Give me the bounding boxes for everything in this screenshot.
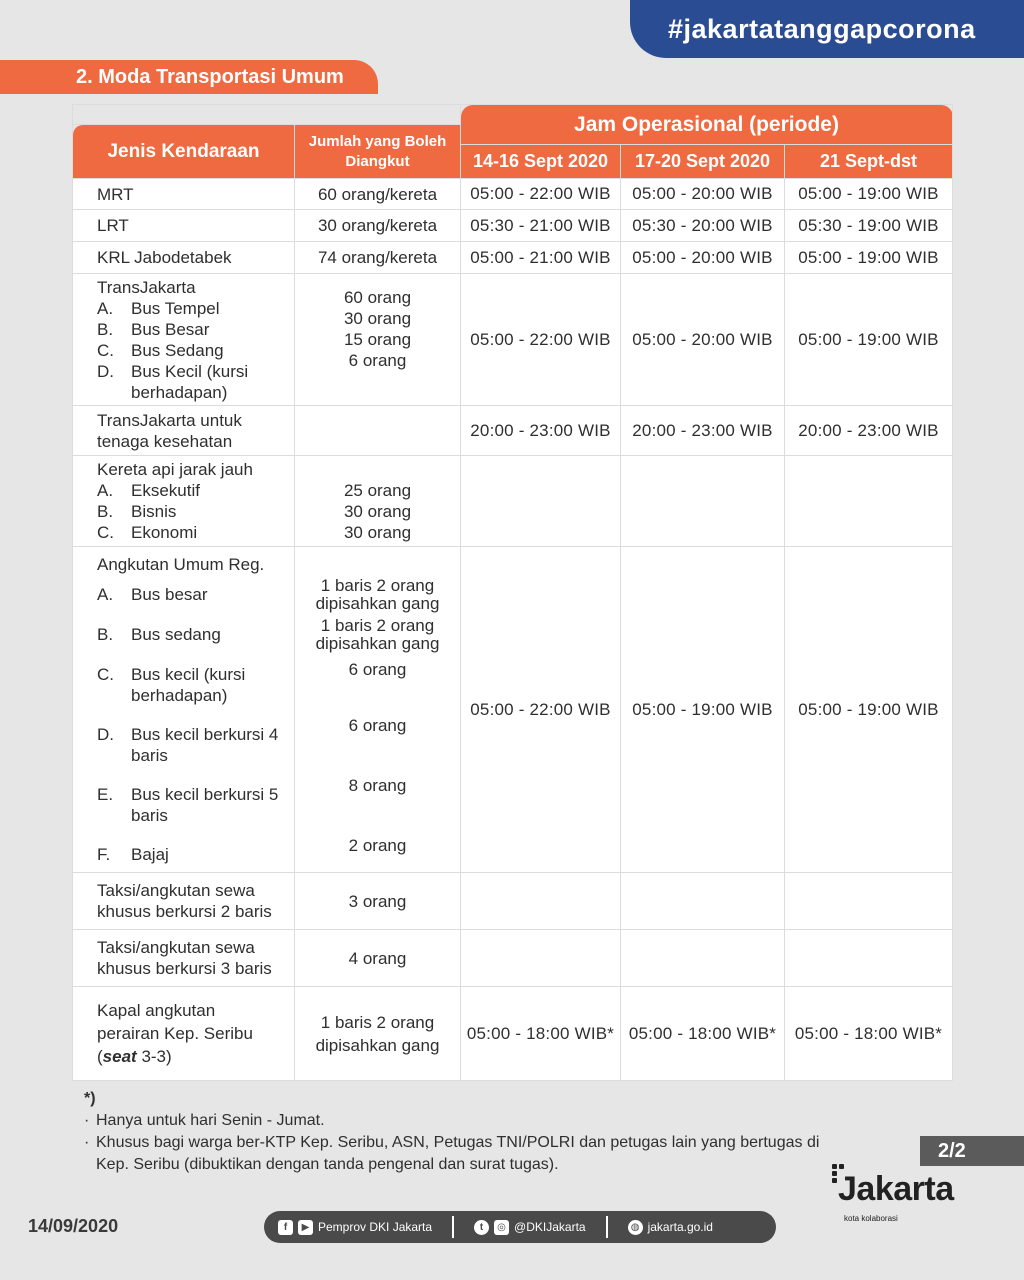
group-title: TransJakarta [97, 277, 196, 297]
sub-capacity: 60 orang [343, 288, 412, 307]
sub-item [97, 624, 284, 664]
row-capacity: 1 baris 2 orang dipisahkan gang [295, 987, 461, 1081]
sub-capacity: 30 orang [343, 502, 412, 521]
social-website[interactable] [628, 1220, 713, 1235]
row-name: MRT [73, 179, 295, 210]
row-capacity [295, 274, 461, 406]
row-capacity: 74 orang/kereta [295, 242, 461, 274]
sub-label: Bus Sedang [131, 340, 224, 360]
row-name: KRL Jabodetabek [73, 242, 295, 274]
row-name: Taksi/angkutan sewa khusus berkursi 2 baris [73, 873, 295, 930]
sub-capacity: 2 orang [348, 836, 407, 855]
group-title: Kereta api jarak jauh [97, 460, 253, 479]
sub-item [97, 319, 284, 340]
row-time-1: 20:00 - 23:00 WIB [461, 406, 621, 456]
table-row [73, 930, 953, 987]
header-period-1: 14-16 Sept 2020 [461, 145, 621, 179]
sub-item [97, 501, 284, 522]
header-jam-operasional: Jam Operasional (periode) [461, 105, 953, 145]
sub-item [97, 664, 284, 724]
row-time-2: 05:00 - 20:00 WIB [621, 242, 785, 274]
row-time-1 [461, 930, 621, 987]
table-row [73, 406, 953, 456]
sub-letter: B. [97, 319, 114, 339]
row-time-1: 05:00 - 22:00 WIB [461, 547, 621, 873]
row-name [73, 547, 295, 873]
row-time-3 [785, 456, 953, 547]
row-time-2: 05:00 - 18:00 WIB* [621, 987, 785, 1081]
row-time-1: 05:00 - 22:00 WIB [461, 179, 621, 210]
sub-capacity: 6 orang [348, 351, 407, 370]
sub-letter: A. [97, 584, 114, 604]
twitter-icon: t [474, 1220, 489, 1235]
row-time-2: 05:30 - 20:00 WIB [621, 210, 785, 242]
table-row [73, 456, 953, 547]
social-facebook-youtube[interactable] [278, 1220, 432, 1235]
social-tw-label: @DKIJakarta [514, 1220, 586, 1234]
sub-letter: D. [97, 724, 114, 744]
seat-word: seat [102, 1047, 137, 1066]
name-line: perairan Kep. Seribu [97, 1024, 253, 1043]
header-jenis-kendaraan: Jenis Kendaraan [73, 125, 295, 179]
row-name [73, 274, 295, 406]
social-divider [452, 1216, 454, 1238]
header-spacer [73, 105, 461, 125]
row-name: LRT [73, 210, 295, 242]
sub-item [97, 480, 284, 501]
sub-label: Bus Besar [131, 319, 210, 339]
sub-capacity: 30 orang [343, 523, 412, 542]
table-row [73, 210, 953, 242]
row-time-3 [785, 930, 953, 987]
globe-icon: ◍ [628, 1220, 643, 1235]
sub-letter: A. [97, 298, 114, 318]
logo-tagline: kota kolaborasi [844, 1214, 898, 1223]
facebook-icon: f [278, 1220, 293, 1235]
row-time-3: 20:00 - 23:00 WIB [785, 406, 953, 456]
row-time-2: 05:00 - 20:00 WIB [621, 179, 785, 210]
social-bar [264, 1211, 776, 1243]
sub-label: Ekonomi [131, 523, 198, 542]
hashtag-text: #jakartatanggapcorona [668, 13, 976, 44]
row-name: TransJakarta untuk tenaga kesehatan [73, 406, 295, 456]
footnote-text: Hanya untuk hari Senin - Jumat. [96, 1112, 325, 1129]
row-time-2: 20:00 - 23:00 WIB [621, 406, 785, 456]
sub-capacity: 15 orang [343, 330, 412, 349]
row-capacity [295, 547, 461, 873]
row-capacity [295, 406, 461, 456]
footnotes [84, 1088, 844, 1176]
sub-label: Bus Kecil (kursi berhadapan) [131, 361, 249, 402]
social-fb-label: Pemprov DKI Jakarta [318, 1220, 433, 1234]
sub-item [97, 522, 284, 543]
sub-item [97, 361, 284, 403]
header-period-2: 17-20 Sept 2020 [621, 145, 785, 179]
social-web-label: jakarta.go.id [647, 1220, 713, 1234]
sub-item [97, 340, 284, 361]
sub-label: Bus kecil berkursi 4 baris [131, 724, 279, 765]
social-twitter-instagram[interactable] [474, 1220, 586, 1235]
sub-item [97, 844, 284, 866]
row-time-1 [461, 456, 621, 547]
sub-label: Bus besar [131, 584, 208, 604]
footnote-line: · Khusus bagi warga ber-KTP Kep. Seribu, ASN, Petugas TNI/POLRI dan petugas lain yang bertugas di Kep. Seribu (dibuktikan dengan tanda pengenal dan surat tugas). [84, 1132, 844, 1176]
jakarta-logo [830, 1162, 990, 1226]
row-time-2: 05:00 - 20:00 WIB [621, 274, 785, 406]
sub-capacity: 30 orang [343, 309, 412, 328]
table-row [73, 274, 953, 406]
row-time-3 [785, 873, 953, 930]
row-time-3: 05:00 - 19:00 WIB [785, 274, 953, 406]
sub-letter: B. [97, 502, 114, 521]
sub-letter: D. [97, 361, 114, 381]
section-title-text: 2. Moda Transportasi Umum [76, 65, 344, 88]
publish-date: 14/09/2020 [28, 1216, 119, 1236]
row-time-1: 05:00 - 21:00 WIB [461, 242, 621, 274]
row-time-1: 05:00 - 22:00 WIB [461, 274, 621, 406]
row-capacity: 4 orang [295, 930, 461, 987]
sub-letter: C. [97, 340, 114, 360]
sub-letter: A. [97, 481, 114, 500]
seat-value: 3-3) [141, 1047, 172, 1066]
sub-item [97, 724, 284, 784]
table-row [73, 873, 953, 930]
youtube-icon: ▶ [298, 1220, 313, 1235]
row-time-2: 05:00 - 19:00 WIB [621, 547, 785, 873]
sub-letter: F. [97, 844, 111, 864]
sub-label: Bus Tempel [131, 298, 220, 318]
row-name [73, 456, 295, 547]
row-name [73, 987, 295, 1081]
sub-capacity: 1 baris 2 orang dipisahkan gang [315, 576, 440, 613]
sub-capacity: 8 orang [348, 776, 407, 795]
sub-label: Bisnis [131, 502, 177, 521]
row-time-3: 05:00 - 19:00 WIB [785, 547, 953, 873]
row-time-3: 05:00 - 18:00 WIB* [785, 987, 953, 1081]
row-time-3: 05:00 - 19:00 WIB [785, 179, 953, 210]
row-time-3: 05:30 - 19:00 WIB [785, 210, 953, 242]
table-row [73, 242, 953, 274]
logo-text: Jakarta [838, 1170, 954, 1208]
instagram-icon: ◎ [494, 1220, 509, 1235]
sub-item [97, 584, 284, 624]
sub-letter: C. [97, 523, 114, 542]
sub-capacity: 6 orang [348, 716, 407, 735]
header-period-3: 21 Sept-dst [785, 145, 953, 179]
name-line: Kapal angkutan [97, 1001, 216, 1020]
row-time-2 [621, 873, 785, 930]
social-divider [606, 1216, 608, 1238]
row-time-2 [621, 930, 785, 987]
section-title [0, 60, 378, 94]
row-time-1 [461, 873, 621, 930]
sub-label: Bajaj [131, 844, 169, 864]
table-row [73, 547, 953, 873]
hashtag-banner [630, 0, 1024, 58]
row-time-1: 05:30 - 21:00 WIB [461, 210, 621, 242]
table-row [73, 987, 953, 1081]
sub-label: Eksekutif [131, 481, 200, 500]
sub-letter: B. [97, 624, 114, 644]
row-capacity: 30 orang/kereta [295, 210, 461, 242]
sub-letter: C. [97, 664, 114, 684]
table-row [73, 179, 953, 210]
name-line: (seat 3-3) [97, 1047, 172, 1066]
header-jumlah: Jumlah yang Boleh Diangkut [295, 125, 461, 179]
row-capacity: 3 orang [295, 873, 461, 930]
sub-letter: E. [97, 784, 114, 804]
row-capacity [295, 456, 461, 547]
sub-capacity: 25 orang [343, 481, 412, 500]
footnote-line: · Hanya untuk hari Senin - Jumat. [84, 1110, 844, 1132]
row-time-3: 05:00 - 19:00 WIB [785, 242, 953, 274]
sub-item [97, 298, 284, 319]
sub-capacity: 1 baris 2 orang dipisahkan gang [315, 616, 440, 653]
sub-item [97, 784, 284, 844]
row-time-2 [621, 456, 785, 547]
sub-capacity: 6 orang [348, 660, 407, 679]
sub-label: Bus kecil berkursi 5 baris [131, 784, 279, 825]
page-number: 2/2 [938, 1139, 966, 1162]
sub-label: Bus kecil (kursi berhadapan) [131, 664, 246, 705]
sub-label: Bus sedang [131, 624, 221, 644]
footnote-text: Khusus bagi warga ber-KTP Kep. Seribu, ASN, Petugas TNI/POLRI dan petugas lain yang bertugas di Kep. Seribu (dibuktikan dengan tanda pengenal dan surat tugas). [96, 1134, 820, 1173]
row-time-1: 05:00 - 18:00 WIB* [461, 987, 621, 1081]
transport-table [72, 104, 952, 1080]
row-name: Taksi/angkutan sewa khusus berkursi 3 baris [73, 930, 295, 987]
footnote-marker: *) [84, 1090, 96, 1107]
row-capacity: 60 orang/kereta [295, 179, 461, 210]
group-title: Angkutan Umum Reg. [97, 554, 265, 574]
